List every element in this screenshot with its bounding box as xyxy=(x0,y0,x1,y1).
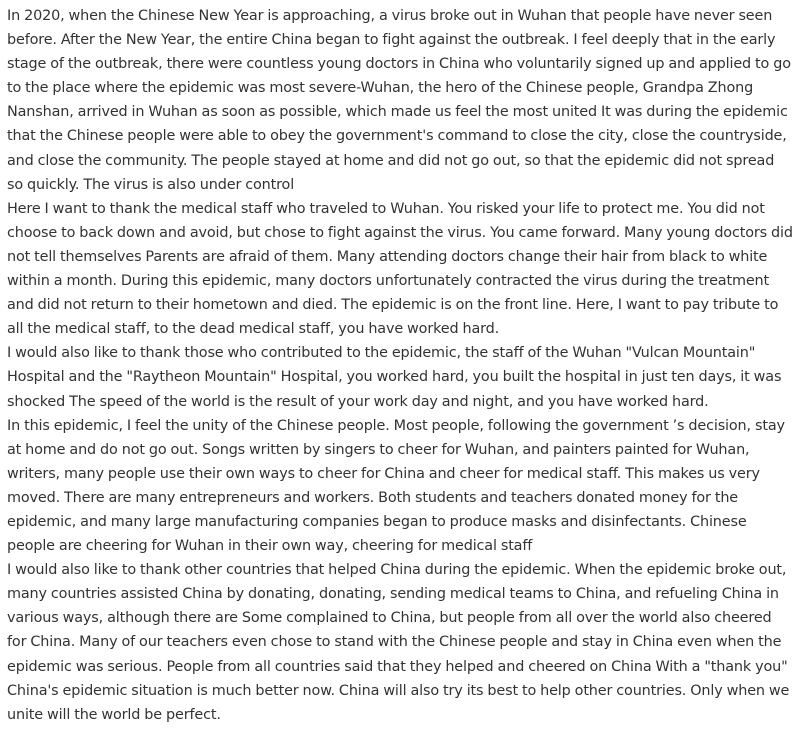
paragraph-unity: In this epidemic, I feel the unity of the Chinese people. Most people, following the government ’s decision, stay at home and do not go out. Songs written by singers to cheer for Wuhan, and painters painted for Wuhan, writers, many people use their own ways to cheer for China and cheer for medical staff. This makes us very moved. There are many entrepreneurs and workers. Both students and teachers donated money for the epidemic, and many large manufacturing companies began to produce masks and disinfectants. Chinese people are cheering for Wuhan in their own way, cheering for medical staff xyxy=(7,417,785,555)
paragraph-thank-other-countries: I would also like to thank other countries that helped China during the epidemic. When the epidemic broke out, many countries assisted China by donating, donating, sending medical teams to China, and refueling China in various ways, although there are Some complained to China, but people from all over the world also cheered for China. Many of our teachers even chose to stand with the Chinese people and stay in China even when the epidemic was serious. People from all countries said that they helped and cheered on China With a "thank you" China's epidemic situation is much better now. China will also try its best to help other countries. Only when we unite will the world be perfect. xyxy=(7,562,790,723)
paragraph-thank-hospital-builders: I would also like to thank those who contributed to the epidemic, the staff of the Wuhan "Vulcan Mountain" Hospital and the "Raytheon Mountain" Hospital, you worked hard, you built the hospital in just ten days, it was shocked The speed of the world is the result of your work day and night, and you have worked hard. xyxy=(7,345,782,410)
paragraph-outbreak: In 2020, when the Chinese New Year is approaching, a virus broke out in Wuhan that people have never seen before. After the New Year, the entire China began to fight against the outbreak. I feel deeply that in the early stage of the outbreak, there were countless young doctors in China who voluntarily signed up and applied to go to the place where the epidemic was most severe-Wuhan, the hero of the Chinese people, Grandpa Zhong Nanshan, arrived in Wuhan as soon as possible, which made us feel the most united It was during the epidemic that the Chinese people were able to obey the government's command to close the city, close the countryside, and close the community. The people stayed at home and did not go out, so that the epidemic did not spread so quickly. The virus is also under control xyxy=(7,8,791,193)
paragraph-thank-medical-staff: Here I want to thank the medical staff who traveled to Wuhan. You risked your life to protect me. You did not choose to back down and avoid, but chose to fight against the virus. You came forward. Many young doctors did not tell themselves Parents are afraid of them. Many attending doctors change their hair from black to white within a month. During this epidemic, many doctors unfortunately contracted the virus during the treatment and did not return to their hometown and died. The epidemic is on the front line. Here, I want to pay tribute to all the medical staff, to the dead medical staff, you have worked hard. xyxy=(7,200,793,338)
